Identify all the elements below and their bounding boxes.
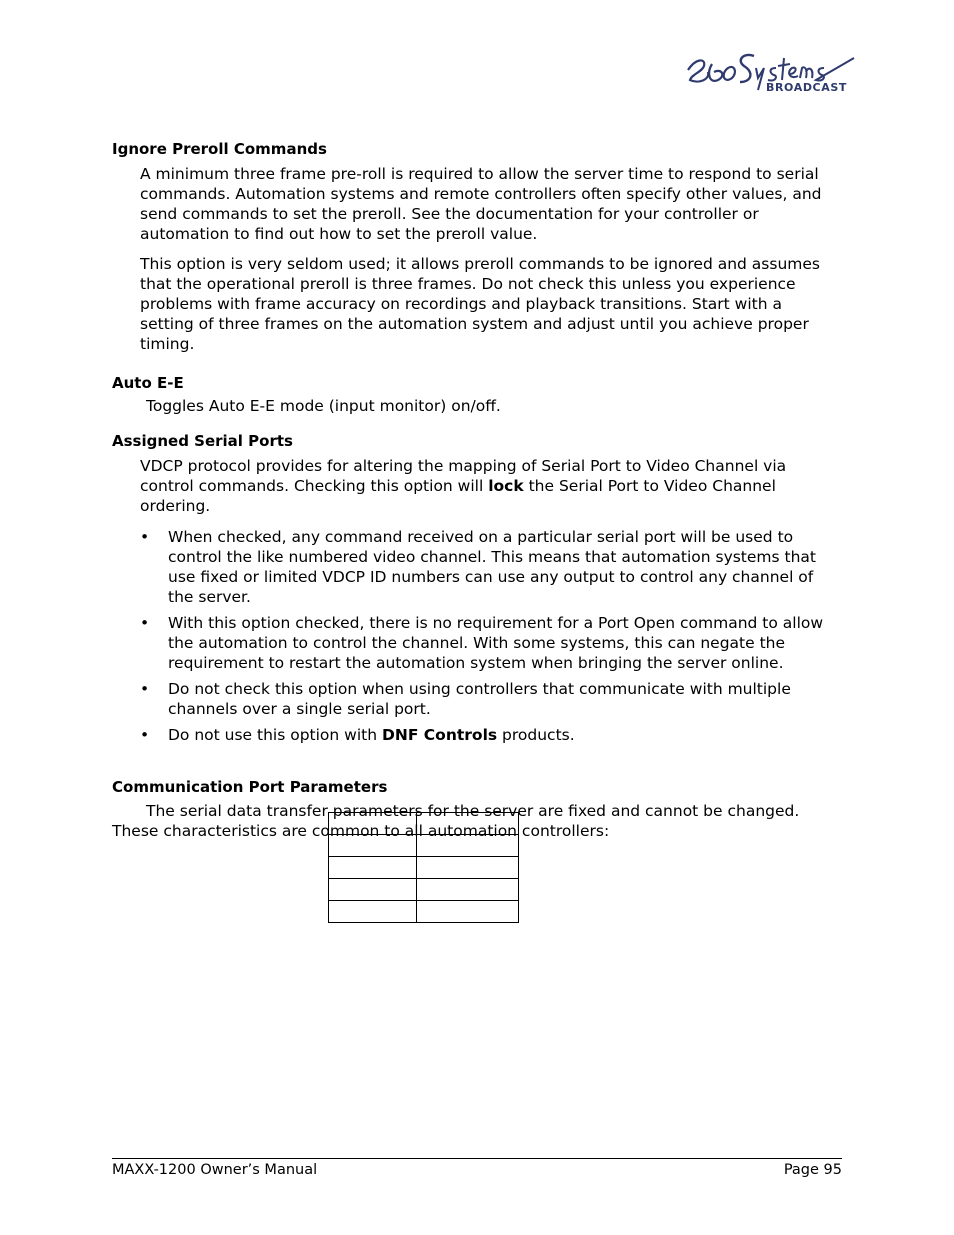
table-cell — [417, 835, 519, 857]
paragraph: A minimum three frame pre-roll is required to allow the server time to respond to serial commands. Automation systems and remote controllers often specify other values, and send commands to set the preroll. See the documentation for your controller or automation to find out how to set the preroll value. — [140, 165, 822, 243]
logo-graphic — [684, 44, 858, 94]
table-row — [329, 813, 519, 835]
table-cell — [329, 901, 417, 923]
paragraph: Toggles Auto E-E mode (input monitor) on/off. — [146, 397, 501, 415]
list-item-text: products. — [497, 726, 575, 744]
page-content — [112, 139, 838, 841]
table-row — [329, 857, 519, 879]
table-cell — [417, 813, 519, 835]
list-item-text: Do not use this option with — [168, 726, 382, 744]
text-run: VDCP protocol provides for altering the mapping of Serial Port to Video Channel via control commands. Checking this option will — [140, 457, 787, 495]
logo-subtext: BROADCAST — [766, 81, 847, 94]
list-item-text: Do not check this option when using controllers that communicate with multiple channels over a single serial port. — [168, 680, 791, 718]
table-row — [329, 879, 519, 901]
table-cell — [417, 901, 519, 923]
footer-page-number: Page 95 — [783, 1162, 842, 1178]
list-item-text: With this option checked, there is no requirement for a Port Open command to allow the automation to control the channel. With some systems, this can negate the requirement to restart the automation system when bringing the server online. — [168, 614, 824, 672]
table-cell — [329, 857, 417, 879]
paragraph: This option is very seldom used; it allows preroll commands to be ignored and assumes that the operational preroll is three frames. Do not check this unless you experience problems with frame accuracy on recordings and playback transitions. Start with a setting of three frames on the automation system and adjust until you achieve proper timing. — [140, 255, 820, 353]
section-heading-communication-port-parameters: Communication Port Parameters — [112, 778, 388, 796]
table-cell — [329, 879, 417, 901]
paragraph — [140, 456, 838, 516]
list-item — [112, 725, 838, 745]
bullet-icon: • — [140, 528, 150, 546]
table-cell — [329, 835, 417, 857]
bold-text: lock — [488, 477, 524, 495]
bold-text: DNF Controls — [381, 726, 498, 744]
section-heading-ignore-preroll: Ignore Preroll Commands — [112, 140, 327, 158]
section-heading-assigned-serial-ports: Assigned Serial Ports — [112, 432, 293, 450]
brand-logo — [684, 44, 858, 94]
parameters-table — [328, 812, 519, 923]
bullet-icon: • — [140, 726, 150, 744]
table-row — [329, 835, 519, 857]
list-item — [112, 527, 838, 607]
text-run: the Serial Port to Video Channel ordering. — [140, 477, 776, 515]
bullet-icon: • — [140, 614, 150, 632]
table-cell — [417, 857, 519, 879]
table-row — [329, 901, 519, 923]
bullet-list — [112, 527, 838, 745]
section-heading-auto-ee: Auto E-E — [112, 374, 184, 392]
table-cell — [417, 879, 519, 901]
footer-divider — [112, 1158, 842, 1159]
list-item — [112, 613, 838, 673]
list-item-text: When checked, any command received on a particular serial port will be used to control the like numbered video channel. This means that automation systems that use fixed or limited VDCP ID numbers can use any output to control any channel of the server. — [168, 528, 817, 606]
footer-manual-title: MAXX-1200 Owner’s Manual — [112, 1162, 318, 1178]
table-cell — [329, 813, 417, 835]
bullet-icon: • — [140, 680, 150, 698]
list-item — [112, 679, 838, 719]
paragraph: The serial data transfer parameters for the server are fixed and cannot be changed. These characteristics are common to all automation controllers: — [112, 802, 800, 840]
